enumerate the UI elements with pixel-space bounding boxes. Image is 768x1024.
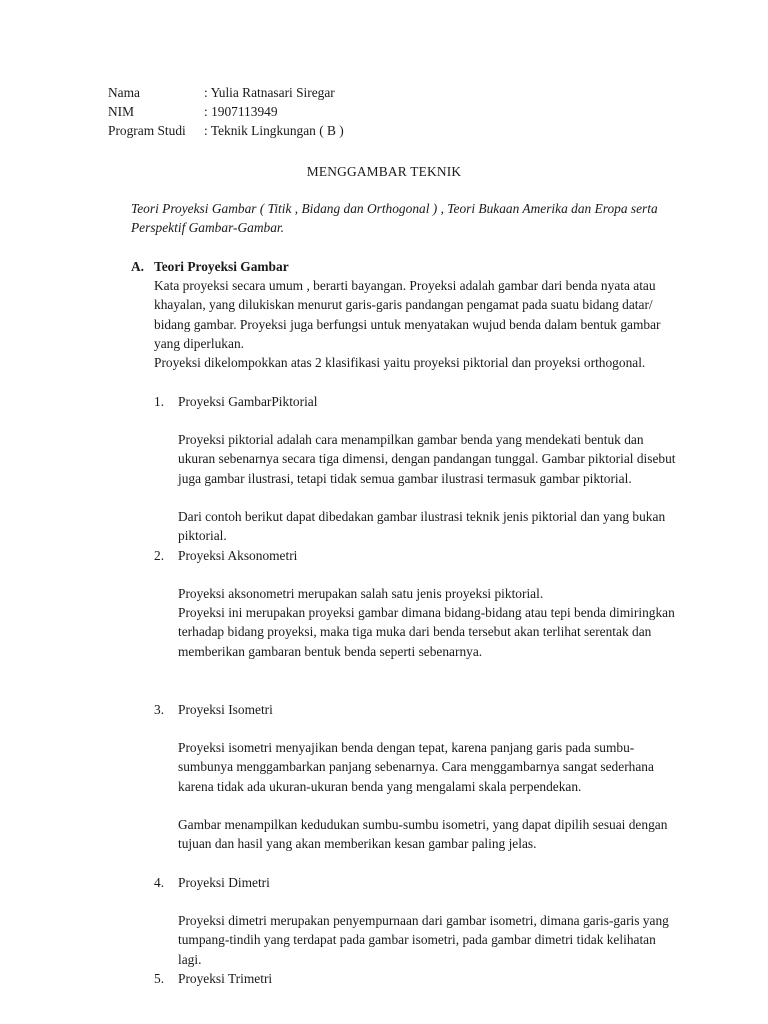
header-value-nama: : Yulia Ratnasari Siregar — [204, 85, 335, 100]
header-label-program-studi: Program Studi — [108, 123, 186, 138]
list-item-title: Proyeksi Trimetri — [178, 971, 273, 986]
list-item-body: Proyeksi aksonometri merupakan salah satu jenis proyeksi piktorial. — [178, 586, 544, 601]
list-item-body: Gambar menampilkan kedudukan sumbu-sumbu isometri, yang dapat dipilih sesuai dengan tujuan dan hasil yang akan memberikan kesan gambar paling jelas. — [178, 817, 668, 852]
section-a-number: A. — [131, 259, 145, 274]
header-value-nim: : 1907113949 — [204, 104, 278, 119]
section-a-paragraph-1: Kata proyeksi secara umum , berarti bayangan. Proyeksi adalah gambar dari benda nyata atau khayalan, yang dilukiskan menurut garis-garis pandangan pengamat pada suatu bidang datar/ bidang gambar. Proyeksi juga berfungsi untuk menyatakan wujud benda dalam bentuk gambar yang diperlukan. — [154, 278, 661, 351]
list-item-number: 1. — [154, 394, 165, 409]
list-item-title: Proyeksi Aksonometri — [178, 548, 298, 563]
list-item-title: Proyeksi Isometri — [178, 702, 273, 717]
list-item-number: 5. — [154, 971, 165, 986]
list-item-body: Dari contoh berikut dapat dibedakan gambar ilustrasi teknik jenis piktorial dan yang bukan piktorial. — [178, 509, 666, 544]
list-item-number: 4. — [154, 875, 165, 890]
header-label-nim: NIM — [108, 104, 135, 119]
list-item-body: Proyeksi piktorial adalah cara menampilkan gambar benda yang mendekati bentuk dan ukuran sebenarnya secara tiga dimensi, dengan pandangan tunggal. Gambar piktorial disebut juga gambar ilustrasi, tetapi tidak semua gambar ilustrasi termasuk gambar piktorial. — [178, 432, 676, 486]
header-label-nama: Nama — [108, 85, 140, 100]
list-item-body: Proyeksi isometri menyajikan benda dengan tepat, karena panjang garis pada sumbu-sumbunya menggambarkan panjang sebenarnya. Cara menggambarnya sangat sederhana karena tidak ada ukuran-ukuran benda yang mengalami skala perpendekan. — [178, 740, 654, 794]
list-item-number: 2. — [154, 548, 165, 563]
list-item-title: Proyeksi Dimetri — [178, 875, 270, 890]
subtitle: Teori Proyeksi Gambar ( Titik , Bidang dan Orthogonal ) , Teori Bukaan Amerika dan Eropa serta Perspektif Gambar-Gambar. — [131, 201, 658, 236]
list-item-body: Proyeksi ini merupakan proyeksi gambar dimana bidang-bidang atau tepi benda dimiringkan terhadap bidang proyeksi, maka tiga muka dari benda tersebut akan terlihat serentak dan memberikan gambaran bentuk benda seperti sebenarnya. — [178, 605, 675, 659]
header-value-program-studi: : Teknik Lingkungan ( B ) — [204, 123, 344, 138]
list-item-title: Proyeksi GambarPiktorial — [178, 394, 318, 409]
list-item-body: Proyeksi dimetri merupakan penyempurnaan dari gambar isometri, dimana garis-garis yang tumpang-tindih yang terdapat pada gambar isometri, pada gambar dimetri tidak kelihatan lagi. — [178, 913, 669, 967]
page-title: MENGGAMBAR TEKNIK — [306, 164, 462, 179]
section-a-title: Teori Proyeksi Gambar — [154, 259, 289, 274]
list-item-number: 3. — [154, 702, 165, 717]
section-a-paragraph-2: Proyeksi dikelompokkan atas 2 klasifikasi yaitu proyeksi piktorial dan proyeksi orthogonal. — [154, 355, 646, 370]
